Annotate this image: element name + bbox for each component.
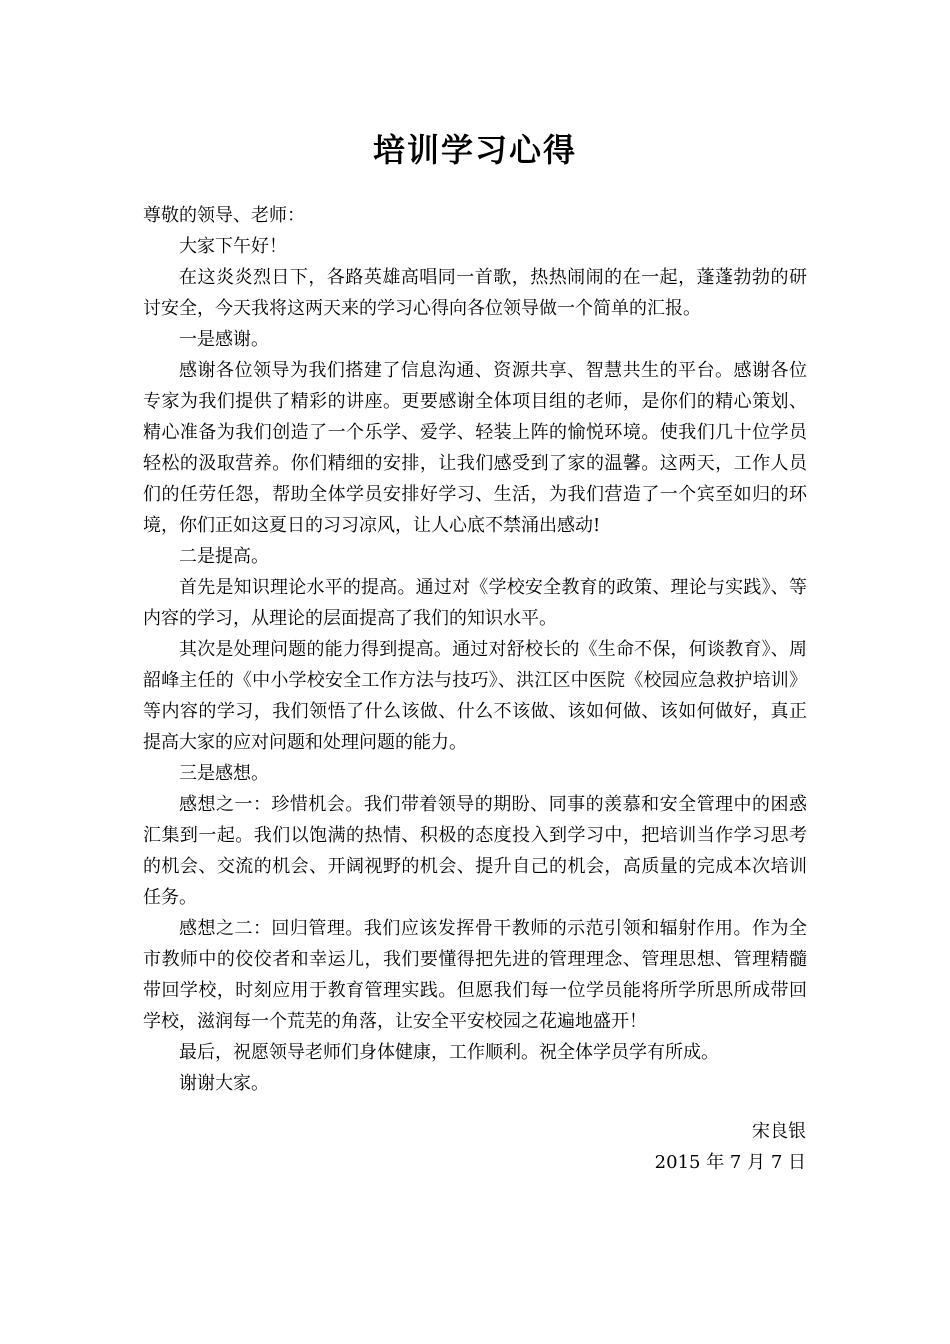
document-title: 培训学习心得	[372, 131, 577, 169]
heading-improvement: 二是提高。	[179, 546, 269, 567]
paragraph-thanks: 感谢各位领导为我们搭建了信息沟通、资源共享、智慧共生的平台。感谢各位专家为我们提供了精彩的讲座。更要感谢全体项目组的老师，是你们的精心策划、精心准备为我们创造了一个乐学、爱学、轻装上阵的愉悦环境。使我们几十位学员轻松的汲取营养。你们精细的安排，让我们感受到了家的温馨。这两天，工作人员们的任劳任怨，帮助全体学员安排好学习、生活，为我们营造了一个宾至如归的环境，你们正如这夏日的习习凉风，让人心底不禁涌出感动!	[143, 360, 807, 536]
signature-date: 2015 年 7 月 7 日	[654, 1152, 806, 1173]
paragraph-reflection-one: 感想之一：珍惜机会。我们带着领导的期盼、同事的羡慕和安全管理中的困惑汇集到一起。我们以饱满的热情、积极的态度投入到学习中，把培训当作学习思考的机会、交流的机会、开阔视野的机会、提升自己的机会，高质量的完成本次培训任务。	[143, 794, 807, 908]
paragraph-intro: 在这炎炎烈日下，各路英雄高唱同一首歌，热热闹闹的在一起，蓬蓬勃勃的研讨安全，今天我将这两天来的学习心得向各位领导做一个简单的汇报。	[143, 267, 807, 319]
paragraph-reflection-two: 感想之二：回归管理。我们应该发挥骨干教师的示范引领和辐射作用。作为全市教师中的佼佼者和幸运儿，我们要懂得把先进的管理理念、管理思想、管理精髓带回学校，时刻应用于教育管理实践。但愿我们每一位学员能将所学所思所成带回学校，滋润每一个荒芜的角落，让安全平安校园之花遍地盛开！	[143, 918, 807, 1032]
heading-thanks: 一是感谢。	[179, 329, 269, 350]
signature-name: 宋良银	[752, 1121, 806, 1142]
paragraph-knowledge: 首先是知识理论水平的提高。通过对《学校安全教育的政策、理论与实践》、等内容的学习，从理论的层面提高了我们的知识水平。	[143, 577, 807, 629]
paragraph-closing: 谢谢大家。	[179, 1073, 269, 1094]
heading-reflections: 三是感想。	[179, 763, 269, 784]
document-body	[143, 200, 807, 1099]
salutation: 尊敬的领导、老师：	[143, 205, 305, 226]
paragraph-greeting: 大家下午好！	[179, 236, 287, 257]
paragraph-wishes: 最后，祝愿领导老师们身体健康，工作顺利。祝全体学员学有所成。	[179, 1042, 719, 1063]
paragraph-ability: 其次是处理问题的能力得到提高。通过对舒校长的《生命不保，何谈教育》、周韶峰主任的《中小学校安全工作方法与技巧》、洪江区中医院《校园应急救护培训》等内容的学习，我们领悟了什么该做、什么不该做、该如何做、该如何做好，真正提高大家的应对问题和处理问题的能力。	[143, 639, 807, 753]
